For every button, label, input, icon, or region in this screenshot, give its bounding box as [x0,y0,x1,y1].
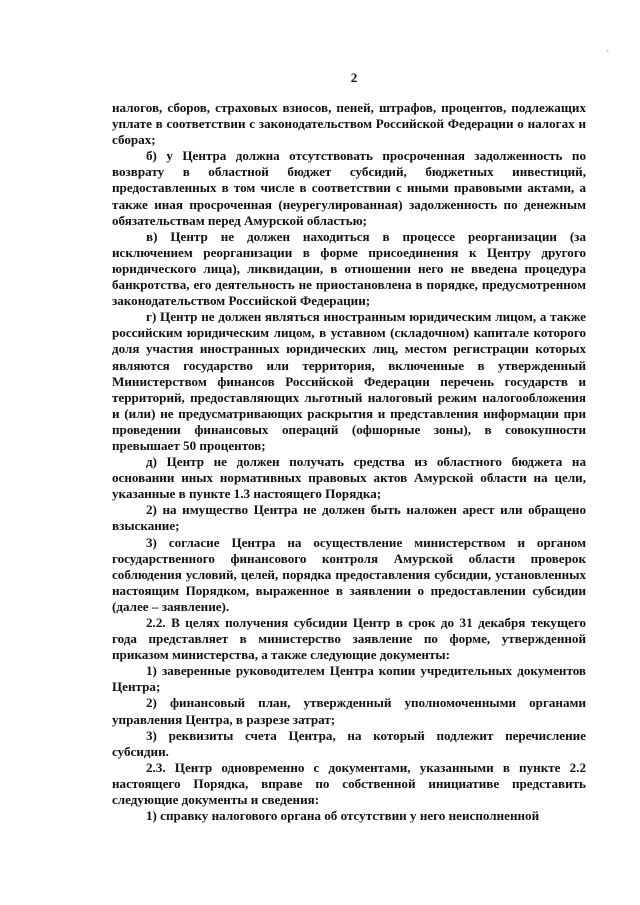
paragraph-2-3-item-1: 1) справку налогового органа об отсутствии у него неисполненной [146,808,540,824]
paragraph-2-3: 2.3. Центр одновременно с документами, указанными в пункте 2.2 настоящего Порядка, вправе по собственной инициативе представить следующие документы и сведения: [112,759,586,808]
paragraph-item-v: в) Центр не должен находиться в процессе реорганизации (за исключением реорганизации в форме присоединения к Центру другого юридического лица), ликвидации, в отношении него не введена процедура банкротства, его деятельность не приостановлена в порядке, предусмотренном законодательством Российской Федерации; [112,228,586,309]
paragraph-item-g: г) Центр не должен являться иностранным юридическим лицом, а также российским юридическим лицом, в уставном (складочном) капитале которого доля участия иностранных юридических лиц, местом регистрации которых являются государство или территория, включенные в утвержденный Министерством финансов Российской Федерации перечень государств и территорий, предоставляющих льготный налоговый режим налогообложения и (или) не предусматривающих раскрытия и представления информации при проведении финансовых операций (офшорные зоны), в совокупности превышает 50 процентов; [112,309,586,453]
paragraph-item-3: 3) согласие Центра на осуществление министерством и органом государственного финансового контроля Амурской области проверок соблюдения условий, целей, порядка предоставления субсидии, установленных настоящим Порядком, выраженное в заявлении о предоставлении субсидии (далее – заявление). [112,534,586,614]
paragraph-item-2: 2) на имущество Центра не должен быть наложен арест или обращено взыскание; [112,502,586,534]
paragraph-item-b: б) у Центра должна отсутствовать просроченная задолженность по возврату в областной бюджет субсидий, бюджетных инвестиций, предоставленных в том числе в соответствии с иными правовыми актами, а также иная просроченная (неурегулированная) задолженность по денежным обязательствам перед Амурской областью; [112,148,586,228]
page-number: 2 [350,70,358,85]
document-body [112,100,586,824]
scan-speck: ˋ [606,50,610,61]
paragraph-2-2-item-3: 3) реквизиты счета Центра, на который подлежит перечисление субсидии. [112,727,586,759]
paragraph-2-2-item-2: 2) финансовый план, утвержденный уполномоченными органами управления Центра, в разрезе затрат; [112,695,586,727]
paragraph-2-2: 2.2. В целях получения субсидии Центр в срок до 31 декабря текущего года представляет в министерство заявление по форме, утвержденной приказом министерства, а также следующие документы: [112,615,586,663]
paragraph-2-2-item-1: 1) заверенные руководителем Центра копии учредительных документов Центра; [112,663,586,695]
paragraph-item-d: д) Центр не должен получать средства из областного бюджета на основании иных нормативных правовых актов Амурской области на цели, указанные в пункте 1.3 настоящего Порядка; [112,454,586,502]
paragraph-continuation: налогов, сборов, страховых взносов, пеней, штрафов, процентов, подлежащих уплате в соответствии с законодательством Российской Федерации о налогах и сборах; [112,100,586,148]
